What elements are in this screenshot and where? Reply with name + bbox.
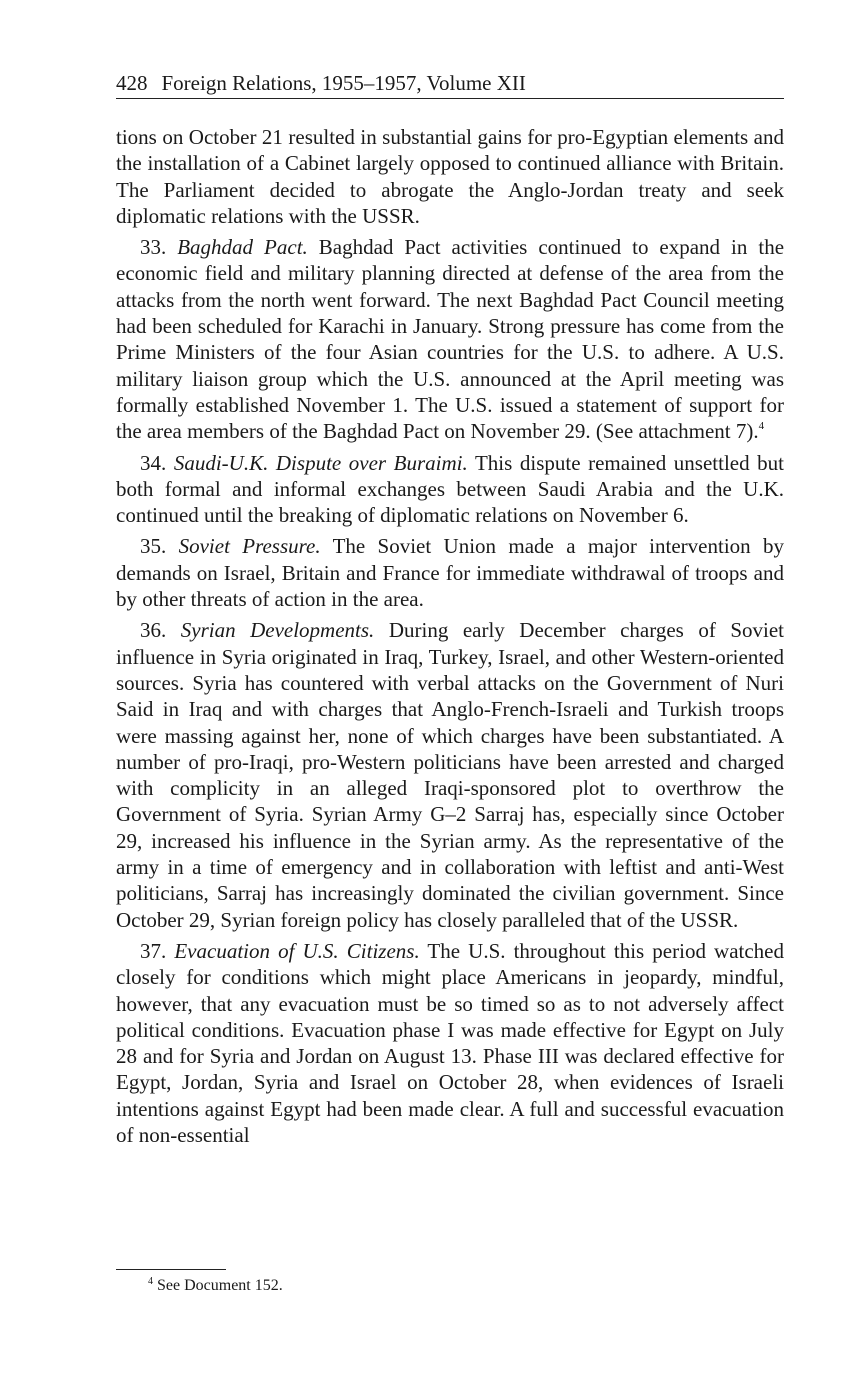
paragraph-continuation: tions on October 21 resulted in substantial gains for pro-Egyptian elements and the installation of a Cabinet largely opposed to continued alliance with Britain. The Parliament decided to abrogate the Anglo-Jordan treaty and seek diplomatic relations with the USSR. <box>116 125 784 228</box>
paragraph-36 <box>116 617 784 933</box>
paragraph-heading: Syrian Developments. <box>180 618 375 643</box>
paragraph-34 <box>116 450 784 529</box>
paragraph-heading: Baghdad Pact. <box>177 235 308 260</box>
page-number: 428 <box>116 71 148 95</box>
paragraph-body: This dispute remained unsettled but both formal and informal exchanges between Saudi Arabia and the U.K. continued until the breaking of diplomatic relations on November 6. <box>116 450 785 528</box>
paragraph-33 <box>116 234 784 444</box>
footnote <box>148 1276 283 1296</box>
volume-title: Foreign Relations, 1955–1957, Volume XII <box>161 71 526 95</box>
footnote-divider <box>116 1269 226 1270</box>
paragraph-body: During early December charges of Soviet influence in Syria originated in Iraq, Turkey, Israel, and other Western-oriented sources. Syria has countered with verbal attacks on the Government of Nuri Said in Iraq and with charges that Anglo-French-Israeli and Turkish troops were massing against her, none of which charges have been substantiated. A number of pro-Iraqi, pro-Western politicians have been arrested and charged with complicity in an alleged Iraqi-sponsored plot to overthrow the Government of Syria. Syrian Army G–2 Sarraj has, especially since October 29, increased his influence in the Syrian army. As the representative of the army in a time of emergency and in collaboration with leftist and anti-West politicians, Sarraj has increasingly dominated the civilian government. Since October 29, Syrian foreign policy has closely paralleled that of the USSR. <box>116 618 785 932</box>
paragraph-number: 33. <box>140 235 167 260</box>
paragraph-body: Baghdad Pact activities continued to expand in the economic field and military planning directed at defense of the area from the attacks from the north went forward. The next Baghdad Pact Council meeting had been scheduled for Karachi in January. Strong pressure has come from the Prime Ministers of the four Asian countries for the U.S. to adhere. A U.S. military liaison group which the U.S. announced at the April meeting was formally established November 1. The U.S. issued a statement of support for the area members of the Baghdad Pact on November 29. (See attachment 7). <box>116 235 785 444</box>
paragraph-body: The Soviet Union made a major intervention by demands on Israel, Britain and France for immediate withdrawal of troops and by other threats of action in the area. <box>116 534 784 612</box>
paragraph-number: 36. <box>140 618 167 643</box>
paragraph-number: 37. <box>140 938 167 963</box>
paragraph-heading: Saudi-U.K. Dispute over Buraimi. <box>173 450 468 475</box>
footnote-reference: 4 <box>758 420 765 433</box>
paragraph-heading: Soviet Pressure. <box>178 534 321 559</box>
paragraph-number: 35. <box>140 534 167 559</box>
paragraph-37 <box>116 938 784 1148</box>
body-text <box>116 124 784 1153</box>
running-head <box>116 70 784 99</box>
paragraph-35 <box>116 533 784 612</box>
paragraph-heading: Evacuation of U.S. Citizens. <box>174 938 420 963</box>
footnote-text: See Document 152. <box>157 1277 283 1294</box>
paragraph-number: 34. <box>140 450 167 475</box>
footnote-marker: 4 <box>148 1276 153 1287</box>
paragraph-body: The U.S. throughout this period watched closely for conditions which might place Americans in jeopardy, mindful, however, that any evacuation must be so timed so as to not adversely affect political conditions. Evacuation phase I was made effective for Egypt on July 28 and for Syria and Jordan on August 13. Phase III was declared effective for Egypt, Jordan, Syria and Israel on October 28, when evidences of Israeli intentions against Egypt had been made clear. A full and successful evacuation of non-essential <box>116 938 784 1147</box>
